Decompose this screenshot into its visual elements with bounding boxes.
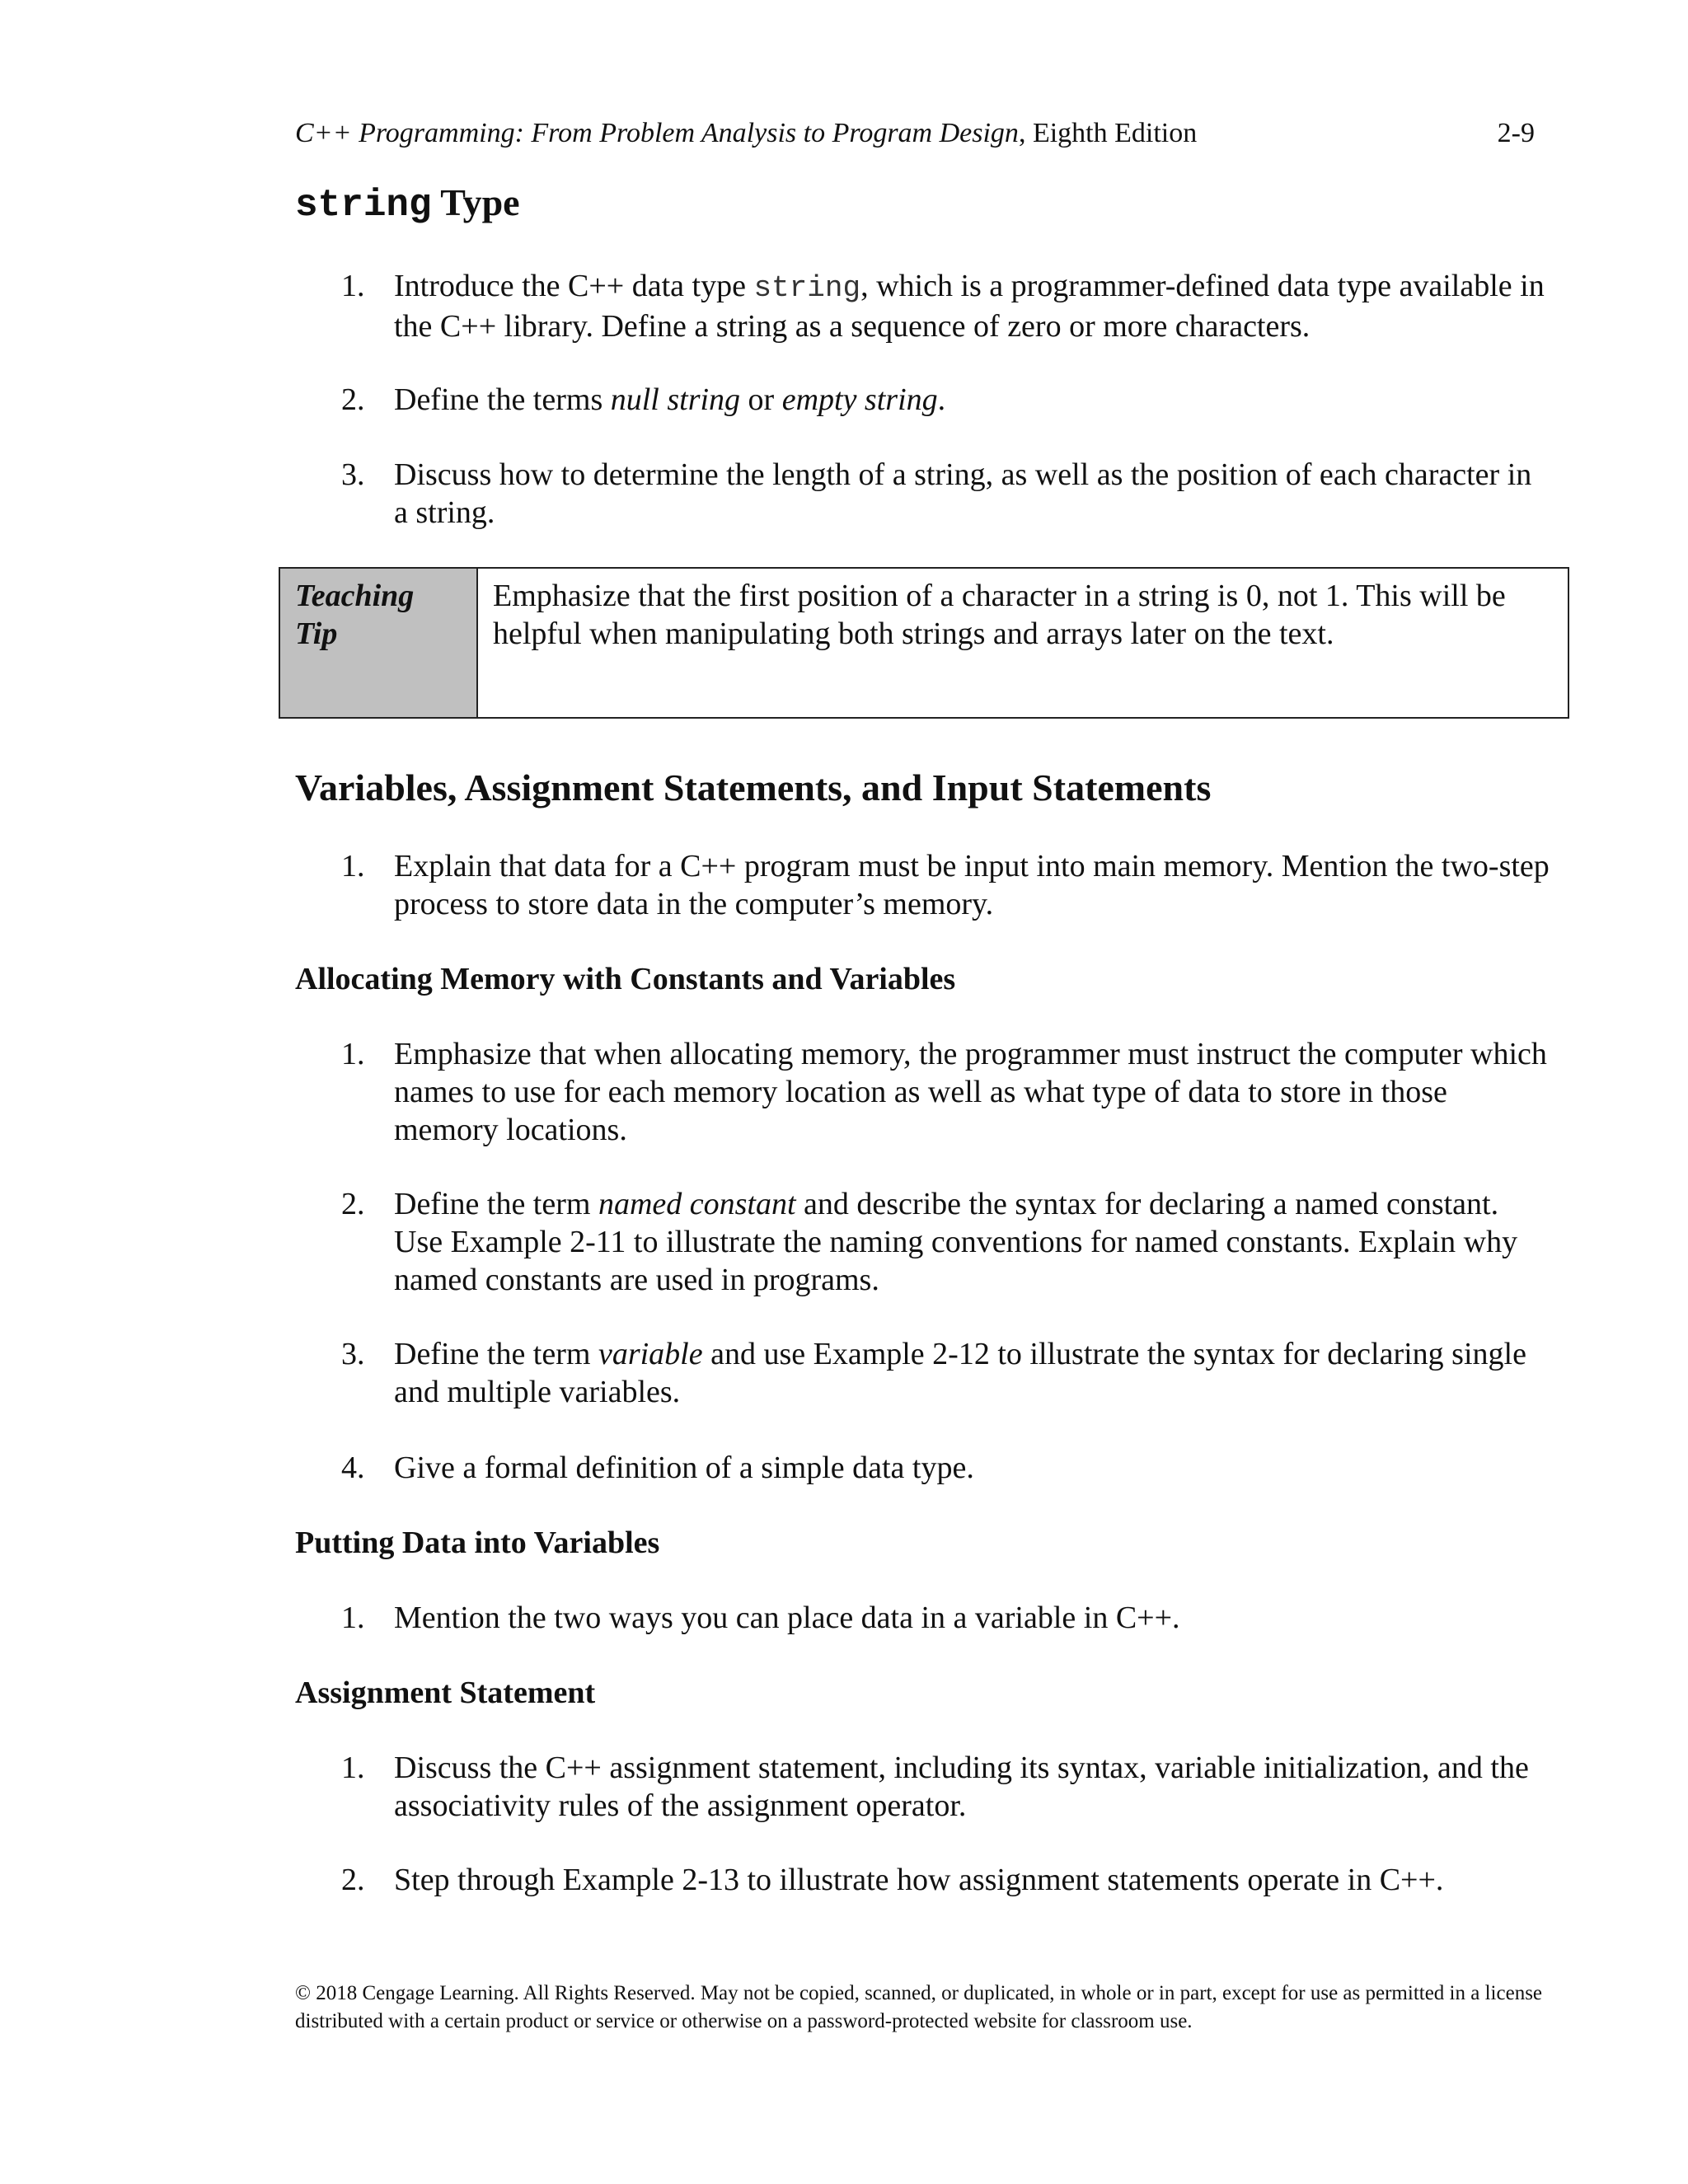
list-item-number: 1. — [341, 849, 365, 883]
list-item — [341, 1035, 1553, 1149]
page-number: 2-9 — [1497, 118, 1535, 148]
text-run: , which is a programmer-defined data type available in the C++ library. Define a string as a sequence of zero or more characters. — [394, 269, 1545, 344]
list-item — [341, 456, 1553, 532]
list-item-number: 2. — [341, 1863, 365, 1897]
subsection-heading-assignment-statement: Assignment Statement — [295, 1675, 596, 1710]
list-item-text: Give a formal definition of a simple data type. — [394, 1451, 974, 1485]
list-item-number: 1. — [341, 1037, 365, 1071]
list-item-text: Explain that data for a C++ program must be input into main memory. Mention the two-step process to store data in the computer’s memory. — [394, 849, 1550, 921]
subsection-heading-putting-data: Putting Data into Variables — [295, 1526, 660, 1560]
list-item — [341, 1861, 1553, 1899]
teaching-tip-box — [279, 567, 1569, 719]
list-item-text: Discuss the C++ assignment statement, including its syntax, variable initialization, and the associativity rules of the assignment operator. — [394, 1750, 1529, 1823]
list-item — [341, 1449, 1553, 1487]
list-item — [341, 1749, 1553, 1825]
term-variable: variable — [598, 1337, 703, 1371]
text-run: Define the term — [394, 1337, 598, 1371]
text-run: . — [937, 382, 946, 417]
term-null-string: null string — [610, 382, 741, 417]
teaching-tip-text: Emphasize that the first position of a character in a string is 0, not 1. This will be helpful when manipulating both strings and arrays later on the text. — [493, 579, 1506, 651]
list-item — [341, 1335, 1553, 1411]
list-item-text: Discuss how to determine the length of a string, as well as the position of each character in a string. — [394, 457, 1532, 530]
list-item — [341, 1599, 1553, 1637]
section-heading-variables: Variables, Assignment Statements, and Input Statements — [295, 766, 1212, 808]
book-title: C++ Programming: From Problem Analysis to Program Design — [295, 118, 1019, 148]
term-named-constant: named constant — [598, 1187, 796, 1221]
subsection-heading-allocating-memory: Allocating Memory with Constants and Variables — [295, 962, 956, 996]
list-item-text: Step through Example 2-13 to illustrate how assignment statements operate in C++. — [394, 1863, 1444, 1897]
heading-text: Type — [431, 181, 520, 223]
running-header — [295, 115, 1535, 152]
list-item-text — [394, 381, 1553, 419]
heading-code: string — [295, 184, 432, 227]
list-item-text: Mention the two ways you can place data in a variable in C++. — [394, 1601, 1180, 1635]
teaching-tip-label: Teaching Tip — [280, 569, 478, 717]
list-item-text: Emphasize that when allocating memory, the programmer must instruct the computer which names to use for each memory location as well as what type of data to store in those memory locations. — [394, 1037, 1547, 1147]
section-heading-string-type — [295, 180, 520, 228]
list-item — [341, 267, 1553, 345]
book-edition: , Eighth Edition — [1018, 118, 1198, 148]
text-run: Define the term — [394, 1187, 598, 1221]
text-run: and describe the syntax for declaring a named constant. Use Example 2-11 to illustrate the naming conventions for named constants. Explain why named constants are used in programs. — [394, 1187, 1518, 1297]
list-item — [341, 1185, 1553, 1299]
list-item-number: 1. — [341, 1750, 365, 1785]
list-item-number: 3. — [341, 1337, 365, 1371]
list-item-text — [394, 1335, 1553, 1411]
list-item-number: 2. — [341, 382, 365, 417]
inline-code: string — [753, 271, 861, 305]
text-run: Introduce the C++ data type — [394, 269, 754, 303]
list-item-number: 1. — [341, 269, 365, 303]
text-run: Define the terms — [394, 382, 611, 417]
list-item-number: 2. — [341, 1187, 365, 1221]
list-item — [341, 847, 1553, 923]
term-empty-string: empty string — [781, 382, 938, 417]
list-item-number: 3. — [341, 457, 365, 492]
list-item-number: 4. — [341, 1451, 365, 1485]
list-item-text — [394, 267, 1553, 345]
list-item — [341, 381, 1553, 419]
text-run: or — [740, 382, 782, 417]
copyright-footer: © 2018 Cengage Learning. All Rights Reserved. May not be copied, scanned, or duplicated, in whole or in part, except for use as permitted in a license distributed with a certain product or service or otherwise on a password-protected website for classroom use. — [295, 1982, 1543, 2032]
list-item-number: 1. — [341, 1601, 365, 1635]
text-run: and use Example 2-12 to illustrate the syntax for declaring single and multiple variables. — [394, 1337, 1526, 1409]
list-item-text — [394, 1185, 1553, 1299]
